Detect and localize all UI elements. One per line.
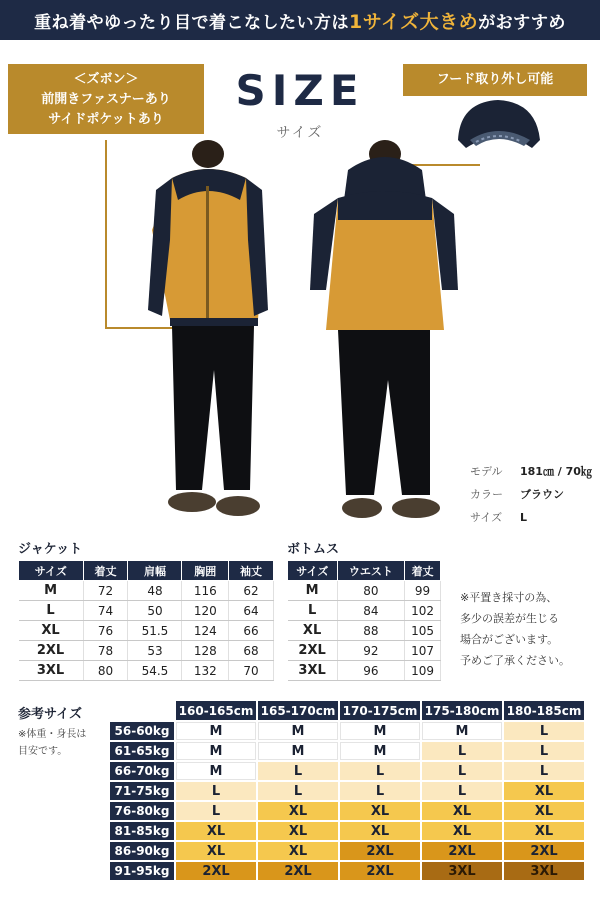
measure-cell: 99 [405,581,441,601]
recommended-size-cell: 2XL [340,862,420,880]
jacket-table-title: ジャケット [18,542,83,557]
recommended-size-cell: L [176,782,256,800]
recommended-size-cell: 2XL [504,842,584,860]
weight-header: 71-75kg [110,782,174,800]
model-info [470,460,592,529]
table-header: 着丈 [405,561,441,581]
banner-highlight: 1サイズ大きめ [348,10,479,33]
model-info-row: カラー ブラウン [470,488,564,501]
hood-feature-label [403,64,587,96]
recommended-size-cell: L [504,762,584,780]
measure-cell: 72 [83,581,128,601]
measure-cell: 50 [128,601,182,621]
table-row [110,822,584,840]
table-row [110,742,584,760]
recommended-size-cell: M [258,722,338,740]
height-header: 170-175cm [340,701,420,720]
recommended-size-cell: M [340,722,420,740]
table-row [288,621,441,641]
size-cell: XL [288,621,338,641]
table-row [19,641,274,661]
recommended-size-cell: XL [340,822,420,840]
measure-cell: 102 [405,601,441,621]
bottoms-table-title: ボトムス [287,542,340,557]
model-info-row: サイズ L [470,511,528,524]
table-row [288,601,441,621]
height-header: 165-170cm [258,701,338,720]
measure-cell: 48 [128,581,182,601]
table-header: サイズ [288,561,338,581]
table-row [288,661,441,681]
reference-size-table [108,699,586,882]
table-header: 着丈 [83,561,128,581]
measure-cell: 92 [337,641,404,661]
recommended-size-cell: XL [176,842,256,860]
recommended-size-cell: XL [422,822,502,840]
height-header: 160-165cm [176,701,256,720]
recommended-size-cell: XL [176,822,256,840]
recommended-size-cell: L [258,782,338,800]
size-cell: M [288,581,338,601]
recommended-size-cell: L [422,762,502,780]
table-row [110,782,584,800]
pants-label-line1: ＜ズボン＞ [73,72,139,87]
height-header: 180-185cm [504,701,584,720]
recommended-size-cell: M [176,742,256,760]
measure-cell: 88 [337,621,404,641]
height-header: 175-180cm [422,701,502,720]
recommended-size-cell: 3XL [422,862,502,880]
table-row [288,641,441,661]
pants-feature-label [8,64,204,134]
size-cell: L [19,601,84,621]
table-row [110,802,584,820]
recommended-size-cell: XL [258,842,338,860]
bottoms-size-table [287,560,441,681]
size-cell: 3XL [19,661,84,681]
measure-cell: 107 [405,641,441,661]
recommended-size-cell: L [422,742,502,760]
measure-cell: 96 [337,661,404,681]
table-row [110,842,584,860]
jacket-size-table [18,560,274,681]
measure-cell: 76 [83,621,128,641]
table-header: ウエスト [337,561,404,581]
page-title: SIZE [235,66,365,115]
weight-header: 86-90kg [110,842,174,860]
table-row [19,601,274,621]
recommended-size-cell: L [340,762,420,780]
pants-label-line2: 前開きファスナーあり [41,92,171,107]
recommended-size-cell: XL [340,802,420,820]
measure-cell: 64 [229,601,274,621]
table-row [19,581,274,601]
recommended-size-cell: 2XL [258,862,338,880]
recommended-size-cell: M [422,722,502,740]
recommended-size-cell: XL [422,802,502,820]
recommended-size-cell: XL [258,802,338,820]
measure-cell: 70 [229,661,274,681]
size-cell: M [19,581,84,601]
recommended-size-cell: XL [504,802,584,820]
table-header: 袖丈 [229,561,274,581]
table-header: サイズ [19,561,84,581]
recommended-size-cell: L [176,802,256,820]
measure-cell: 80 [337,581,404,601]
recommended-size-cell: 2XL [176,862,256,880]
measure-cell: 51.5 [128,621,182,641]
reference-size-title: 参考サイズ [18,707,82,722]
measure-cell: 68 [229,641,274,661]
table-row [19,621,274,641]
recommended-size-cell: M [176,762,256,780]
table-row [110,762,584,780]
weight-header: 56-60kg [110,722,174,740]
measure-cell: 132 [182,661,229,681]
table-header: 肩幅 [128,561,182,581]
size-cell: 2XL [19,641,84,661]
table-row [19,661,274,681]
weight-header: 81-85kg [110,822,174,840]
measurement-note: ※平置き採寸の為、 多少の誤差が生じる 場合がございます。 予めご了承ください。 [460,591,570,667]
measure-cell: 105 [405,621,441,641]
recommended-size-cell: L [340,782,420,800]
pants-label-line3: サイドポケットあり [48,112,164,127]
measure-cell: 53 [128,641,182,661]
table-row [110,862,584,880]
top-banner [0,0,600,40]
weight-header: 76-80kg [110,802,174,820]
table-corner [110,701,174,720]
measure-cell: 109 [405,661,441,681]
recommended-size-cell: 3XL [504,862,584,880]
table-row [288,581,441,601]
measure-cell: 128 [182,641,229,661]
measure-cell: 66 [229,621,274,641]
banner-post: がおすすめ [478,12,566,33]
recommended-size-cell: XL [504,822,584,840]
model-photos [100,140,480,530]
weight-header: 91-95kg [110,862,174,880]
recommended-size-cell: M [258,742,338,760]
measure-cell: 120 [182,601,229,621]
weight-header: 61-65kg [110,742,174,760]
recommended-size-cell: XL [258,822,338,840]
back-model [310,140,458,518]
measure-cell: 84 [337,601,404,621]
size-cell: XL [19,621,84,641]
reference-note: ※体重・身長は 目安です。 [18,729,87,757]
measure-cell: 62 [229,581,274,601]
measure-cell: 124 [182,621,229,641]
size-cell: 2XL [288,641,338,661]
recommended-size-cell: M [340,742,420,760]
banner-pre: 重ね着やゆったり目で着こなしたい方は [34,12,349,33]
recommended-size-cell: L [422,782,502,800]
size-cell: 3XL [288,661,338,681]
recommended-size-cell: 2XL [340,842,420,860]
size-cell: L [288,601,338,621]
measure-cell: 116 [182,581,229,601]
recommended-size-cell: L [258,762,338,780]
recommended-size-cell: L [504,722,584,740]
hood-label-text: フード取り外し可能 [436,72,554,87]
recommended-size-cell: 2XL [422,842,502,860]
model-info-row: モデル 181㎝ / 70㎏ [470,465,592,478]
table-row [110,722,584,740]
recommended-size-cell: XL [504,782,584,800]
measure-cell: 80 [83,661,128,681]
measure-cell: 74 [83,601,128,621]
weight-header: 66-70kg [110,762,174,780]
page-subtitle: サイズ [276,125,324,141]
measure-cell: 54.5 [128,661,182,681]
recommended-size-cell: L [504,742,584,760]
table-header: 胸囲 [182,561,229,581]
recommended-size-cell: M [176,722,256,740]
measure-cell: 78 [83,641,128,661]
